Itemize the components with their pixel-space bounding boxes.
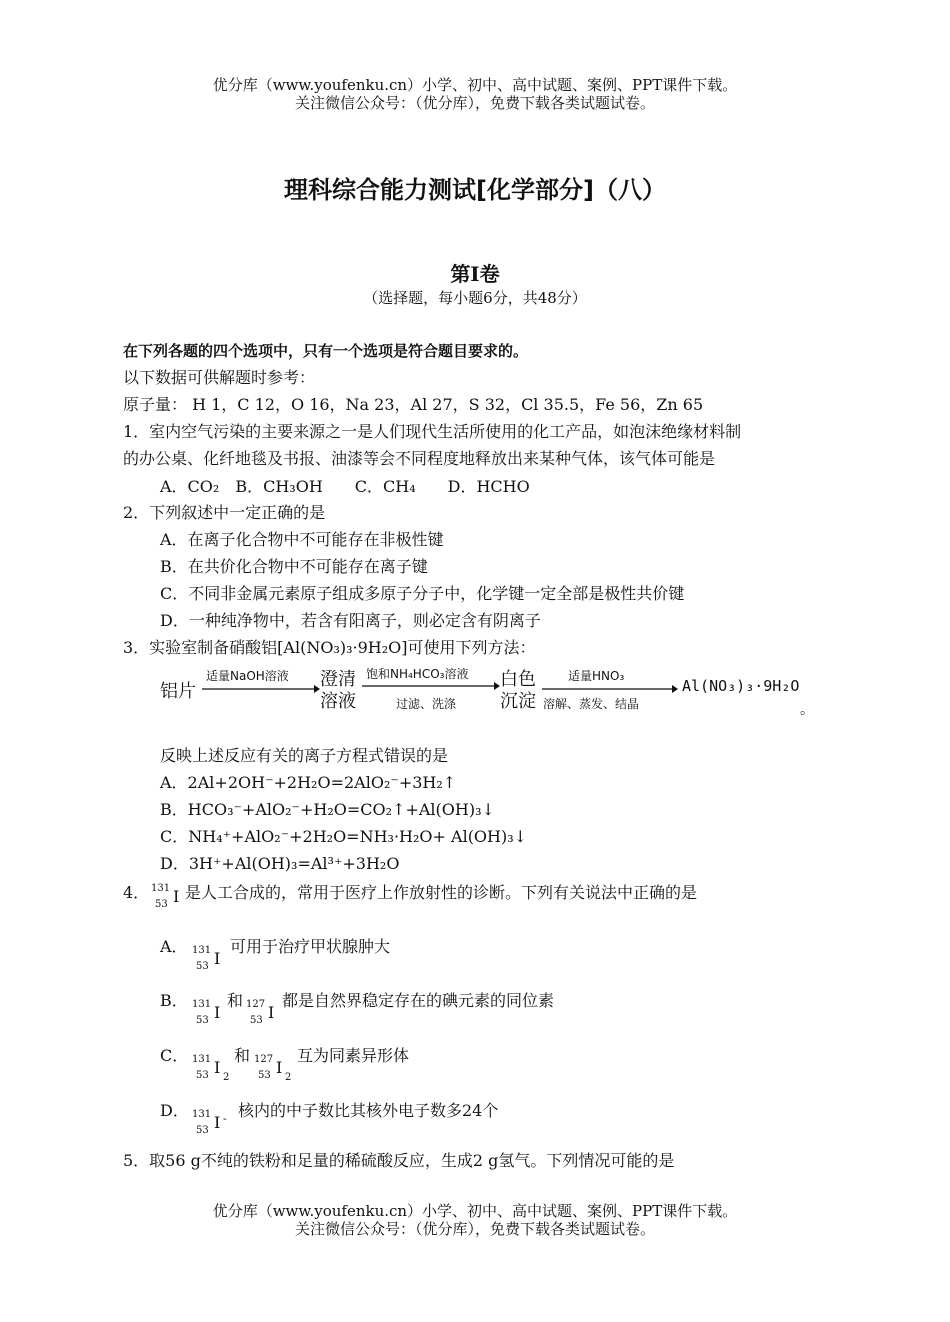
nuclide-charge: -: [223, 1112, 227, 1125]
option-label: A．: [160, 937, 188, 956]
q3-stem: 3．实验室制备硝酸铝[Al(NO₃)₃·9H₂O]可使用下列方法：: [123, 638, 536, 657]
flow-step1-line2: 溶液: [320, 691, 356, 712]
nuclide-mass: 131: [151, 883, 171, 894]
footer-line-2: 关注微信公众号：（优分库），免费下载各类试题试卷。: [294, 1220, 655, 1238]
flow-product: Al(NO₃)₃·9H₂O: [682, 677, 800, 695]
nuclide-symbol: I: [214, 1003, 221, 1022]
q3-flow-diagram: [158, 663, 818, 721]
q1-stem-line2: 的办公桌、化纤地毯及书报、油漆等会不同程度地释放出来某种气体，该气体可能是: [123, 449, 716, 468]
nuclide-mass: 131: [192, 1054, 212, 1065]
nuclide-symbol: I: [268, 1003, 275, 1022]
section-note: （选择题，每小题6分，共48分）: [363, 289, 587, 307]
nuclide-atomic-number: 53: [196, 961, 209, 972]
flow-arrow2-label-top: 饱和NH₄HCO₃溶液: [366, 667, 469, 681]
nuclide-i127: [246, 992, 276, 1024]
nuclide-atomic-number: 53: [250, 1015, 263, 1026]
q2-stem: 2．下列叙述中一定正确的是: [123, 503, 326, 522]
q3-prompt: 反映上述反应有关的离子方程式错误的是: [160, 746, 449, 765]
q2-option-d: D．一种纯净物中，若含有阳离子，则必定含有阴离子: [160, 611, 541, 630]
q3-option-a: A．2Al+2OH⁻+2H₂O=2AlO₂⁻+3H₂↑: [160, 773, 457, 792]
nuclide-atomic-number: 53: [196, 1125, 209, 1136]
flow-arrow3-label-bottom: 溶解、蒸发、结晶: [543, 697, 640, 711]
option-and: 和: [234, 1046, 251, 1065]
q4-number: 4．: [123, 883, 150, 902]
flow-arrow-3: [542, 684, 678, 694]
q3-option-b: B．HCO₃⁻+AlO₂⁻+H₂O=CO₂↑+Al(OH)₃↓: [160, 800, 495, 819]
nuclide-i127-diatomic: [254, 1047, 296, 1083]
nuclide-symbol: I: [214, 1113, 221, 1132]
nuclide-symbol: I: [214, 949, 221, 968]
q4-stem-text: 是人工合成的，常用于医疗上作放射性的诊断。下列有关说法中正确的是: [185, 883, 698, 902]
atomic-masses: 原子量： H 1，C 12，O 16，Na 23，Al 27，S 32，Cl 35.5，Fe 56，Zn 65: [123, 395, 704, 414]
section-title: 第Ⅰ卷: [450, 262, 500, 286]
q1-options: A．CO₂ B．CH₃OH C．CH₄ D．HCHO: [160, 477, 530, 496]
q5-stem: 5．取56 g不纯的铁粉和足量的稀硫酸反应，生成2 g氢气。下列情况可能的是: [123, 1151, 675, 1170]
nuclide-atomic-number: 53: [196, 1070, 209, 1081]
nuclide-atomic-number: 53: [155, 899, 168, 910]
flow-arrow3-label-top: 适量HNO₃: [568, 669, 625, 683]
nuclide-i131-anion: [192, 1102, 234, 1134]
option-and: 和: [227, 991, 244, 1010]
flow-end-period: 。: [800, 702, 814, 718]
option-label: B．: [160, 991, 188, 1010]
option-text: 核内的中子数比其核外电子数多24个: [238, 1101, 499, 1120]
option-label: C．: [160, 1046, 189, 1065]
q2-option-b: B．在共价化合物中不可能存在离子键: [160, 557, 428, 576]
q3-option-d: D．3H⁺+Al(OH)₃=Al³⁺+3H₂O: [160, 854, 400, 873]
nuclide-atomic-number: 53: [258, 1070, 271, 1081]
header-line-2: 关注微信公众号：（优分库），免费下载各类试题试卷。: [294, 94, 655, 112]
nuclide-subscript: 2: [223, 1072, 230, 1083]
q3-option-c: C．NH₄⁺+AlO₂⁻+2H₂O=NH₃·H₂O+ Al(OH)₃↓: [160, 827, 528, 846]
instructions-bold: 在下列各题的四个选项中，只有一个选项是符合题目要求的。: [123, 342, 529, 360]
footer-line-1: 优分库（www.youfenku.cn）小学、初中、高中试题、案例、PPT课件下载。: [212, 1202, 738, 1220]
flow-arrow-2: [362, 681, 500, 691]
nuclide-mass: 127: [246, 999, 266, 1010]
nuclide-mass: 131: [192, 1109, 212, 1120]
option-text: 可用于治疗甲状腺肿大: [230, 937, 391, 956]
nuclide-subscript: 2: [285, 1072, 292, 1083]
nuclide-symbol: I: [276, 1058, 283, 1077]
option-text: 都是自然界稳定存在的碘元素的同位素: [282, 991, 555, 1010]
flow-step2-line1: 白色: [500, 669, 536, 690]
nuclide-mass: 131: [192, 945, 212, 956]
flow-arrow-1: [202, 684, 320, 694]
q1-stem-line1: 1．室内空气污染的主要来源之一是人们现代生活所使用的化工产品，如泡沫绝缘材料制: [123, 422, 742, 441]
flow-step1-line1: 澄清: [320, 669, 356, 690]
nuclide-symbol: I: [173, 887, 180, 906]
flow-step2-line2: 沉淀: [500, 691, 536, 712]
option-text: 互为同素异形体: [297, 1046, 410, 1065]
flow-start: 铝片: [160, 681, 196, 702]
q2-option-a: A．在离子化合物中不可能存在非极性键: [160, 530, 444, 549]
option-label: D．: [160, 1101, 189, 1120]
header-line-1: 优分库（www.youfenku.cn）小学、初中、高中试题、案例、PPT课件下载。: [212, 76, 738, 94]
flow-arrow2-label-bottom: 过滤、洗涤: [396, 697, 457, 711]
nuclide-i131: [192, 938, 222, 970]
nuclide-i131: [151, 876, 181, 908]
flow-arrow1-label: 适量NaOH溶液: [206, 669, 289, 683]
nuclide-mass: 127: [254, 1054, 274, 1065]
instructions-ref: 以下数据可供解题时参考：: [123, 368, 316, 387]
nuclide-symbol: I: [214, 1058, 221, 1077]
page-title: 理科综合能力测试[化学部分]（八）: [284, 176, 666, 204]
nuclide-i131: [192, 992, 222, 1024]
nuclide-mass: 131: [192, 999, 212, 1010]
q2-option-c: C．不同非金属元素原子组成多原子分子中，化学键一定全部是极性共价键: [160, 584, 685, 603]
nuclide-i131-diatomic: [192, 1047, 234, 1083]
nuclide-atomic-number: 53: [196, 1015, 209, 1026]
